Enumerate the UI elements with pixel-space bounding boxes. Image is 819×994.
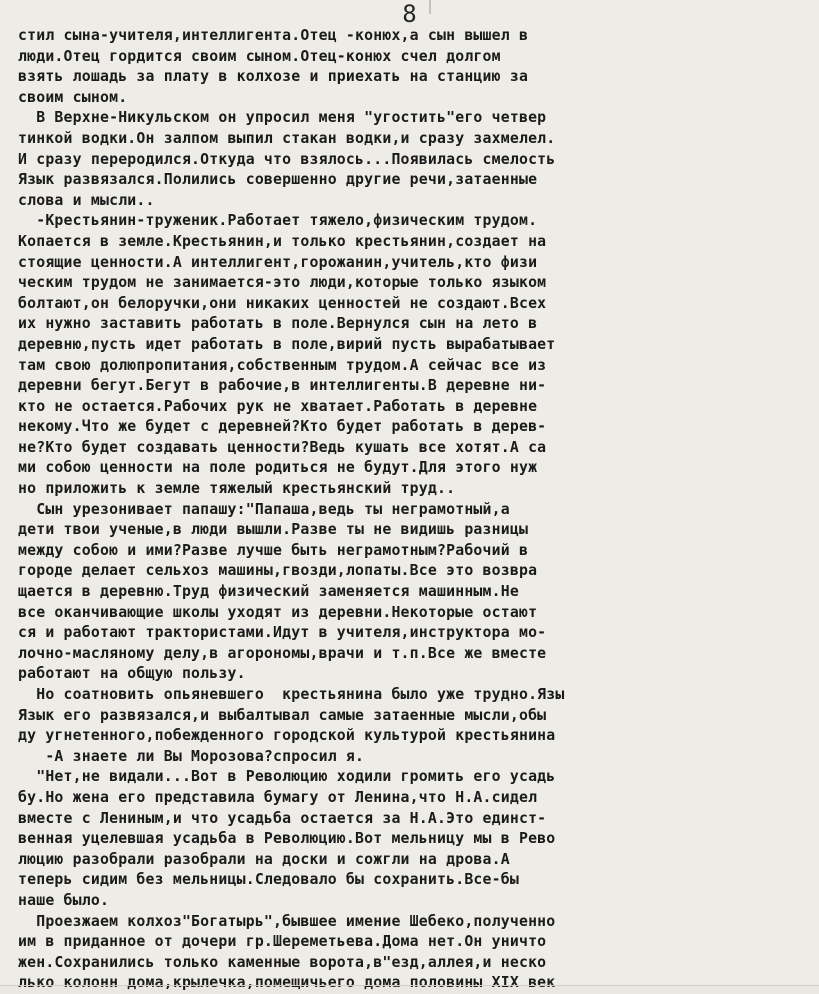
text-line: им в приданное от дочери гр.Шереметьева.Дома нет.Он уничто xyxy=(18,933,547,951)
text-line: Проезжаем колхоз"Богатырь",бывшее имение Шебеко,полученно xyxy=(18,912,556,930)
text-line: Язык его развязался,и выбалтывал самые затаенные мысли,обы xyxy=(18,706,547,724)
text-line: наше было. xyxy=(18,891,110,909)
text-line: некому.Что же будет с деревней?Кто будет работать в дерев- xyxy=(18,418,547,436)
text-line: все оканчивающие школы уходят из деревни.Некоторые остают xyxy=(18,603,538,621)
text-line: дети твои ученые,в люди вышли.Разве ты не видишь разницы xyxy=(18,521,529,539)
text-line: слова и мысли.. xyxy=(18,191,155,209)
text-line: щается в деревню.Труд физический заменяется машинным.Не xyxy=(18,583,519,601)
text-line: болтают,он белоручки,они никаких ценностей не создают.Всех xyxy=(18,294,547,312)
text-line: но приложить к земле тяжелый крестьянский труд.. xyxy=(18,480,456,498)
text-line: венная уцелевшая усадьба в Революцию.Вот мельницу мы в Рево xyxy=(18,830,556,848)
text-line: стоящие ценности.А интеллигент,горожанин,учитель,кто физи xyxy=(18,253,538,271)
text-line: Сын урезонивает папашу:"Папаша,ведь ты неграмотный,а xyxy=(18,500,510,518)
text-line: бу.Но жена его представила бумагу от Ленина,что Н.А.сидел xyxy=(18,788,538,806)
text-line: не?Кто будет создавать ценности?Ведь кушать все хотят.А са xyxy=(18,438,547,456)
text-line: городе делает сельхоз машины,гвозди,лопаты.Все это возвра xyxy=(18,562,538,580)
text-line: лько колонн дома,крылечка,помещичьего дома половины XIX век xyxy=(18,974,556,992)
text-line: работают на общую пользу. xyxy=(18,665,246,683)
text-line: между собою и ими?Разве лучше быть неграмотным?Рабочий в xyxy=(18,541,529,559)
text-line: теперь сидим без мельницы.Следовало бы сохранить.Все-бы xyxy=(18,871,519,889)
text-line: "Нет,не видали...Вот в Революцию ходили громить его усадь xyxy=(18,768,556,786)
text-line: их нужно заставить работать в поле.Вернулся сын на лето в xyxy=(18,315,538,333)
text-line: В Верхне-Никульском он упросил меня "угостить"его четвер xyxy=(18,109,547,127)
text-line: люцию разобрали разобрали на доски и сожгли на дрова.А xyxy=(18,850,510,868)
text-line: вместе с Лениным,и что усадьба остается за Н.А.Это единст- xyxy=(18,809,547,827)
text-line: -А знаете ли Вы Морозова?спросил я. xyxy=(18,747,365,765)
page-body-text xyxy=(18,26,818,994)
text-line: ся и работают трактористами.Идут в учителя,инструктора мо- xyxy=(18,624,547,642)
text-line: деревню,пусть идет работать в поле,вирий пусть вырабатывает xyxy=(18,335,556,353)
text-line: Но соатновить опьяневшего крестьянина было уже трудно.Язы xyxy=(18,686,565,703)
text-line: И сразу переродился.Откуда что взялось...Появилась смелость xyxy=(18,150,556,168)
text-line: ду угнетенного,побежденного городской культурой крестьянина xyxy=(18,727,556,745)
text-line: люди.Отец гордится своим сыном.Отец-конюх счел долгом xyxy=(18,47,501,65)
text-line: лочно-масляному делу,в агорономы,врачи и т.п.Все же вместе xyxy=(18,644,547,662)
text-line: Язык развязался.Полились совершенно другие речи,затаенные xyxy=(18,171,538,189)
text-line: кто не остается.Рабочих рук не хватает.Работать в деревне xyxy=(18,397,538,415)
text-line: стил сына-учителя,интеллигента.Отец -конюх,а сын вышел в xyxy=(18,27,529,44)
page-number: 8 xyxy=(402,0,417,28)
text-line: ми собою ценности на поле родиться не будут.Для этого нуж xyxy=(18,459,538,477)
text-line: Копается в земле.Крестьянин,и только крестьянин,создает на xyxy=(18,232,547,250)
text-line: взять лошадь за плату в колхозе и приехать на станцию за xyxy=(18,68,529,86)
text-line: деревни бегут.Бегут в рабочие,в интеллигенты.В деревне ни- xyxy=(18,377,547,395)
text-line: там свою долюпропитания,собственным трудом.А сейчас все из xyxy=(18,356,547,374)
text-line: ческим трудом не занимается-это люди,которые только языком xyxy=(18,274,547,292)
text-line: тинкой водки.Он залпом выпил стакан водки,и сразу захмелел. xyxy=(18,129,556,147)
text-line: жен.Сохранились только каменные ворота,в"езд,аллея,и неско xyxy=(18,953,547,971)
text-line: своим сыном. xyxy=(18,88,128,106)
text-line: -Крестьянин-труженик.Работает тяжело,физическим трудом. xyxy=(18,212,538,230)
